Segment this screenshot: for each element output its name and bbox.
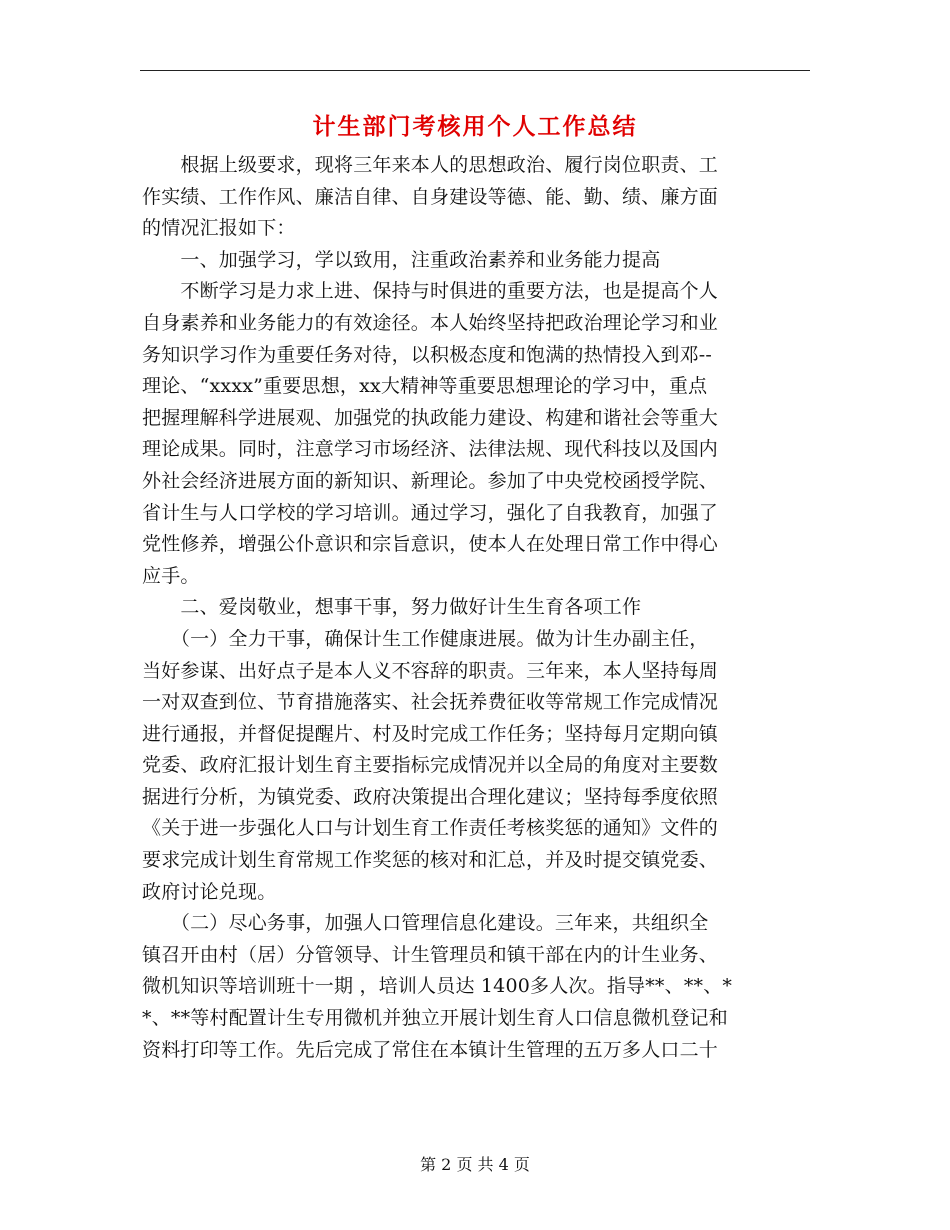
page-footer: 第 2 页 共 4 页 [420,1155,530,1174]
body-line: 政府讨论兑现。 [142,880,277,903]
document-body [142,150,814,1066]
body-line: 理论、“xxxx”重要思想，xx大精神等重要思想理论的学习中，重点 [142,375,708,398]
body-line: 不断学习是力求上进、保持与时俱进的重要方法，也是提高个人 [142,280,719,303]
body-line: 党性修养，增强公仆意识和宗旨意识，使本人在处理日常工作中得心 [142,533,719,556]
body-line: 自身素养和业务能力的有效途径。本人始终坚持把政治理论学习和业 [142,311,719,334]
document-title: 计生部门考核用个人工作总结 [312,113,638,140]
body-line: 进行通报，并督促提醒片、村及时完成工作任务；坚持每月定期向镇 [142,722,719,745]
body-line: 作实绩、工作作风、廉洁自律、自身建设等德、能、勤、绩、廉方面 [142,185,719,208]
body-line: 一、加强学习，学以致用，注重政治素养和业务能力提高 [142,248,661,271]
body-line: 把握理解科学进展观、加强党的执政能力建设、构建和谐社会等重大 [142,406,719,429]
body-line: 据进行分析，为镇党委、政府决策提出合理化建议；坚持每季度依照 [142,785,719,808]
body-line: 党委、政府汇报计划生育主要指标完成情况并以全局的角度对主要数 [142,754,719,777]
body-line: 一对双查到位、节育措施落实、社会抚养费征收等常规工作完成情况 [142,691,719,714]
body-line: 要求完成计划生育常规工作奖惩的核对和汇总，并及时提交镇党委、 [142,849,719,872]
body-line: （二）尽心务事，加强人口管理信息化建设。三年来，共组织全 [142,912,709,935]
body-line: 外社会经济进展方面的新知识、新理论。参加了中央党校函授学院、 [142,469,719,492]
body-line: 务知识学习作为重要任务对待，以积极态度和饱满的热情投入到邓-- [142,343,713,366]
body-line: （一）全力干事，确保计生工作健康进展。做为计生办副主任， [142,627,709,650]
body-line: 根据上级要求，现将三年来本人的思想政治、履行岗位职责、工 [142,154,719,176]
body-line: 镇召开由村（居）分管领导、计生管理员和镇干部在内的计生业务、 [142,943,719,966]
header-rule [140,70,810,71]
body-line: 《关于进一步强化人口与计划生育工作责任考核奖惩的通知》文件的 [142,817,719,840]
body-line: 二、爱岗敬业，想事干事，努力做好计生生育各项工作 [142,596,642,619]
body-line: *、**等村配置计生专用微机并独立开展计划生育人口信息微机登记和 [142,1007,728,1030]
body-line: 微机知识等培训班十一期 ，培训人员达 1400多人次。指导**、**、* [142,975,733,998]
body-line: 应手。 [142,564,200,587]
body-line: 省计生与人口学校的学习培训。通过学习，强化了自我教育，加强了 [142,501,719,524]
body-line: 当好参谋、出好点子是本人义不容辞的职责。三年来，本人坚持每周 [142,659,719,682]
body-line: 理论成果。同时，注意学习市场经济、法律法规、现代科技以及国内 [142,438,719,461]
body-line: 的情况汇报如下： [142,217,296,240]
body-line: 资料打印等工作。先后完成了常住在本镇计生管理的五万多人口二十 [142,1038,719,1061]
